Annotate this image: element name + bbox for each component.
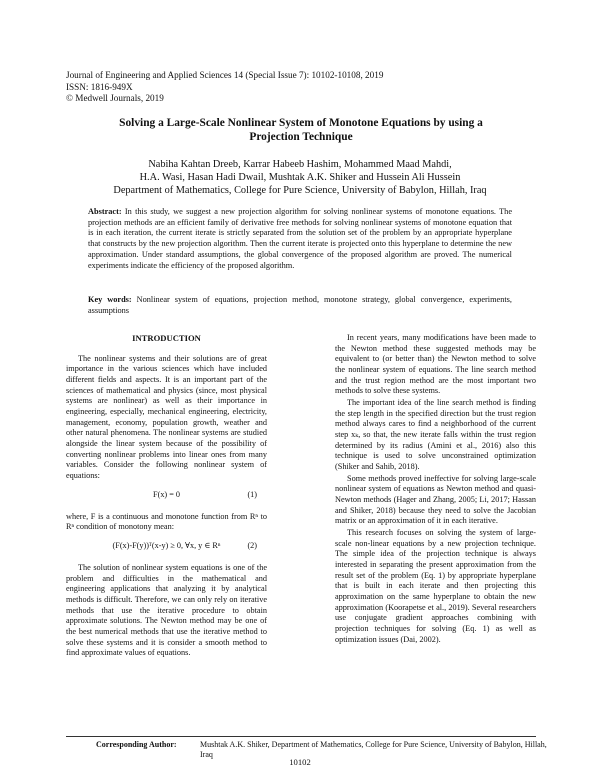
equation-2 bbox=[66, 541, 267, 555]
authors-line-1: Nabiha Kahtan Dreeb, Karrar Habeeb Hashim, Mohammed Maad Mahdi, bbox=[148, 159, 452, 170]
journal-citation: Journal of Engineering and Applied Sciences 14 (Special Issue 7): 10102-10108, 2019 bbox=[66, 70, 384, 80]
keywords-text: Nonlinear system of equations, projection method, monotone strategy, global convergence, experiments, assumptions bbox=[88, 295, 512, 315]
page-number: 10102 bbox=[289, 757, 311, 767]
equation-number: (2) bbox=[247, 541, 257, 551]
equation-expression: F(x) = 0 bbox=[153, 489, 180, 499]
abstract-label: Abstract: bbox=[88, 207, 122, 216]
paragraph: The nonlinear systems and their solutions are of great importance in the various sciences which have included different fields and aspects. It is an important part of the sciences of mathematical and physics (since, most physical systems are nonlinear) as well as their importance in engineering, especially, mechanical engineering, electricity, management, economy, population growth, weather and other natural phenomena. The nonlinear systems are studied alongside the linear system because of the possibility of converting nonlinear problems into linear ones from many variables. Consider the following nonlinear system of equations: bbox=[66, 353, 267, 481]
paragraph: The important idea of the line search method is finding the step length in the specified direction but the trust region method always cares to find a neighborhood of the current step xₖ, so that, the new iterate falls within the trust region determined by its radius (Amini et al., 2016) also this technique is used to solve unconstrained optimization (Shiker and Sahib, 2018). bbox=[335, 398, 536, 472]
author-block bbox=[70, 158, 530, 197]
abstract-text: In this study, we suggest a new projection algorithm for solving nonlinear systems of monotone equations. The projection methods are an efficient family of derivative free methods for solving nonlinear systems of monotone equation that is in each iteration, the current iterate is strictly separated from the solution set of the problem by an appropriate hyperplane that constructs by the new projection algorithm. Then the current iterate is projected onto this hyperplane to determine the new approximation. Under standard assumptions, the global convergence of the proposed algorithm are proved. The numerical experiments indicate the efficiency of the proposed algorithm. bbox=[88, 207, 513, 270]
section-heading: INTRODUCTION bbox=[132, 333, 201, 343]
paragraph: This research focuses on solving the system of large-scale non-linear equations by a new projection technique. The simple idea of the projection technique is always interested in separating the present approximation from the result set of the problem (Eq. 1) by appropriate hyperplane that is built in each iterate and then projecting this approximation on the same hyperplane to obtain the new approximation (Koorapetse et al., 2019). Several researchers use conjugate gradient approaches combining with projection techniques for solving (Eq. 1) as well as optimization issues (Dai, 2002). bbox=[335, 528, 536, 644]
authors-line-2: H.A. Wasi, Hasan Hadi Dwail, Mushtak A.K. Shiker and Hussein Ali Hussein bbox=[139, 172, 461, 183]
equation-number: (1) bbox=[247, 489, 257, 499]
paragraph: In recent years, many modifications have been made to the Newton method these suggested methods may be equivalent to (or better than) the Newton method to solve the nonlinear system of equations. The line search method and the trust region method are the most important two methods to solve these systems. bbox=[335, 333, 536, 396]
equation-1 bbox=[66, 490, 267, 504]
keywords-label: Key words: bbox=[88, 295, 132, 304]
keywords bbox=[88, 295, 512, 316]
corresponding-text: Mushtak A.K. Shiker, Department of Mathematics, College for Pure Science, University of Babylon, Hillah, Iraq bbox=[200, 740, 547, 759]
left-column bbox=[66, 333, 267, 659]
paragraph: Some methods proved ineffective for solving large-scale nonlinear system of equations as Newton method and quasi-Newton methods (Hager and Zhang, 2005; Li, 2017; Hassan and Shiker, 2018) because they need to solve the Jacobian matrix or an approximation of it in each iterative. bbox=[335, 473, 536, 526]
issn: ISSN: 1816-949X bbox=[66, 81, 133, 92]
affiliation: Department of Mathematics, College for Pure Science, University of Babylon, Hillah, Iraq bbox=[113, 185, 487, 196]
equation-expression: (F(x)-F(y))ᵀ(x-y) ≥ 0, ∀x, y ∈ Rⁿ bbox=[112, 541, 221, 551]
abstract bbox=[88, 207, 512, 271]
corresponding-label: Corresponding Author: bbox=[96, 740, 177, 749]
right-column bbox=[335, 333, 536, 645]
paragraph: where, F is a continuous and monotone function from Rⁿ to Rⁿ condition of monotony mean: bbox=[66, 511, 267, 532]
copyright: © Medwell Journals, 2019 bbox=[66, 93, 164, 104]
footer-divider bbox=[66, 736, 536, 737]
paper-title: Solving a Large-Scale Nonlinear System of Monotone Equations by using a Projection Technique bbox=[119, 117, 483, 143]
journal-header bbox=[66, 70, 536, 105]
paragraph: The solution of nonlinear system equations is one of the problem and difficulties in the mathematical and engineering applications that analyzing it by analytical methods is difficult. Therefore, we can only rely on iterative methods that use the iterative procedure to obtain approximate solutions. The Newton method may be one of the best numerical methods that use the iterative method to solve these systems and it is consider a smooth method to find approximate values of equations. bbox=[66, 563, 267, 658]
